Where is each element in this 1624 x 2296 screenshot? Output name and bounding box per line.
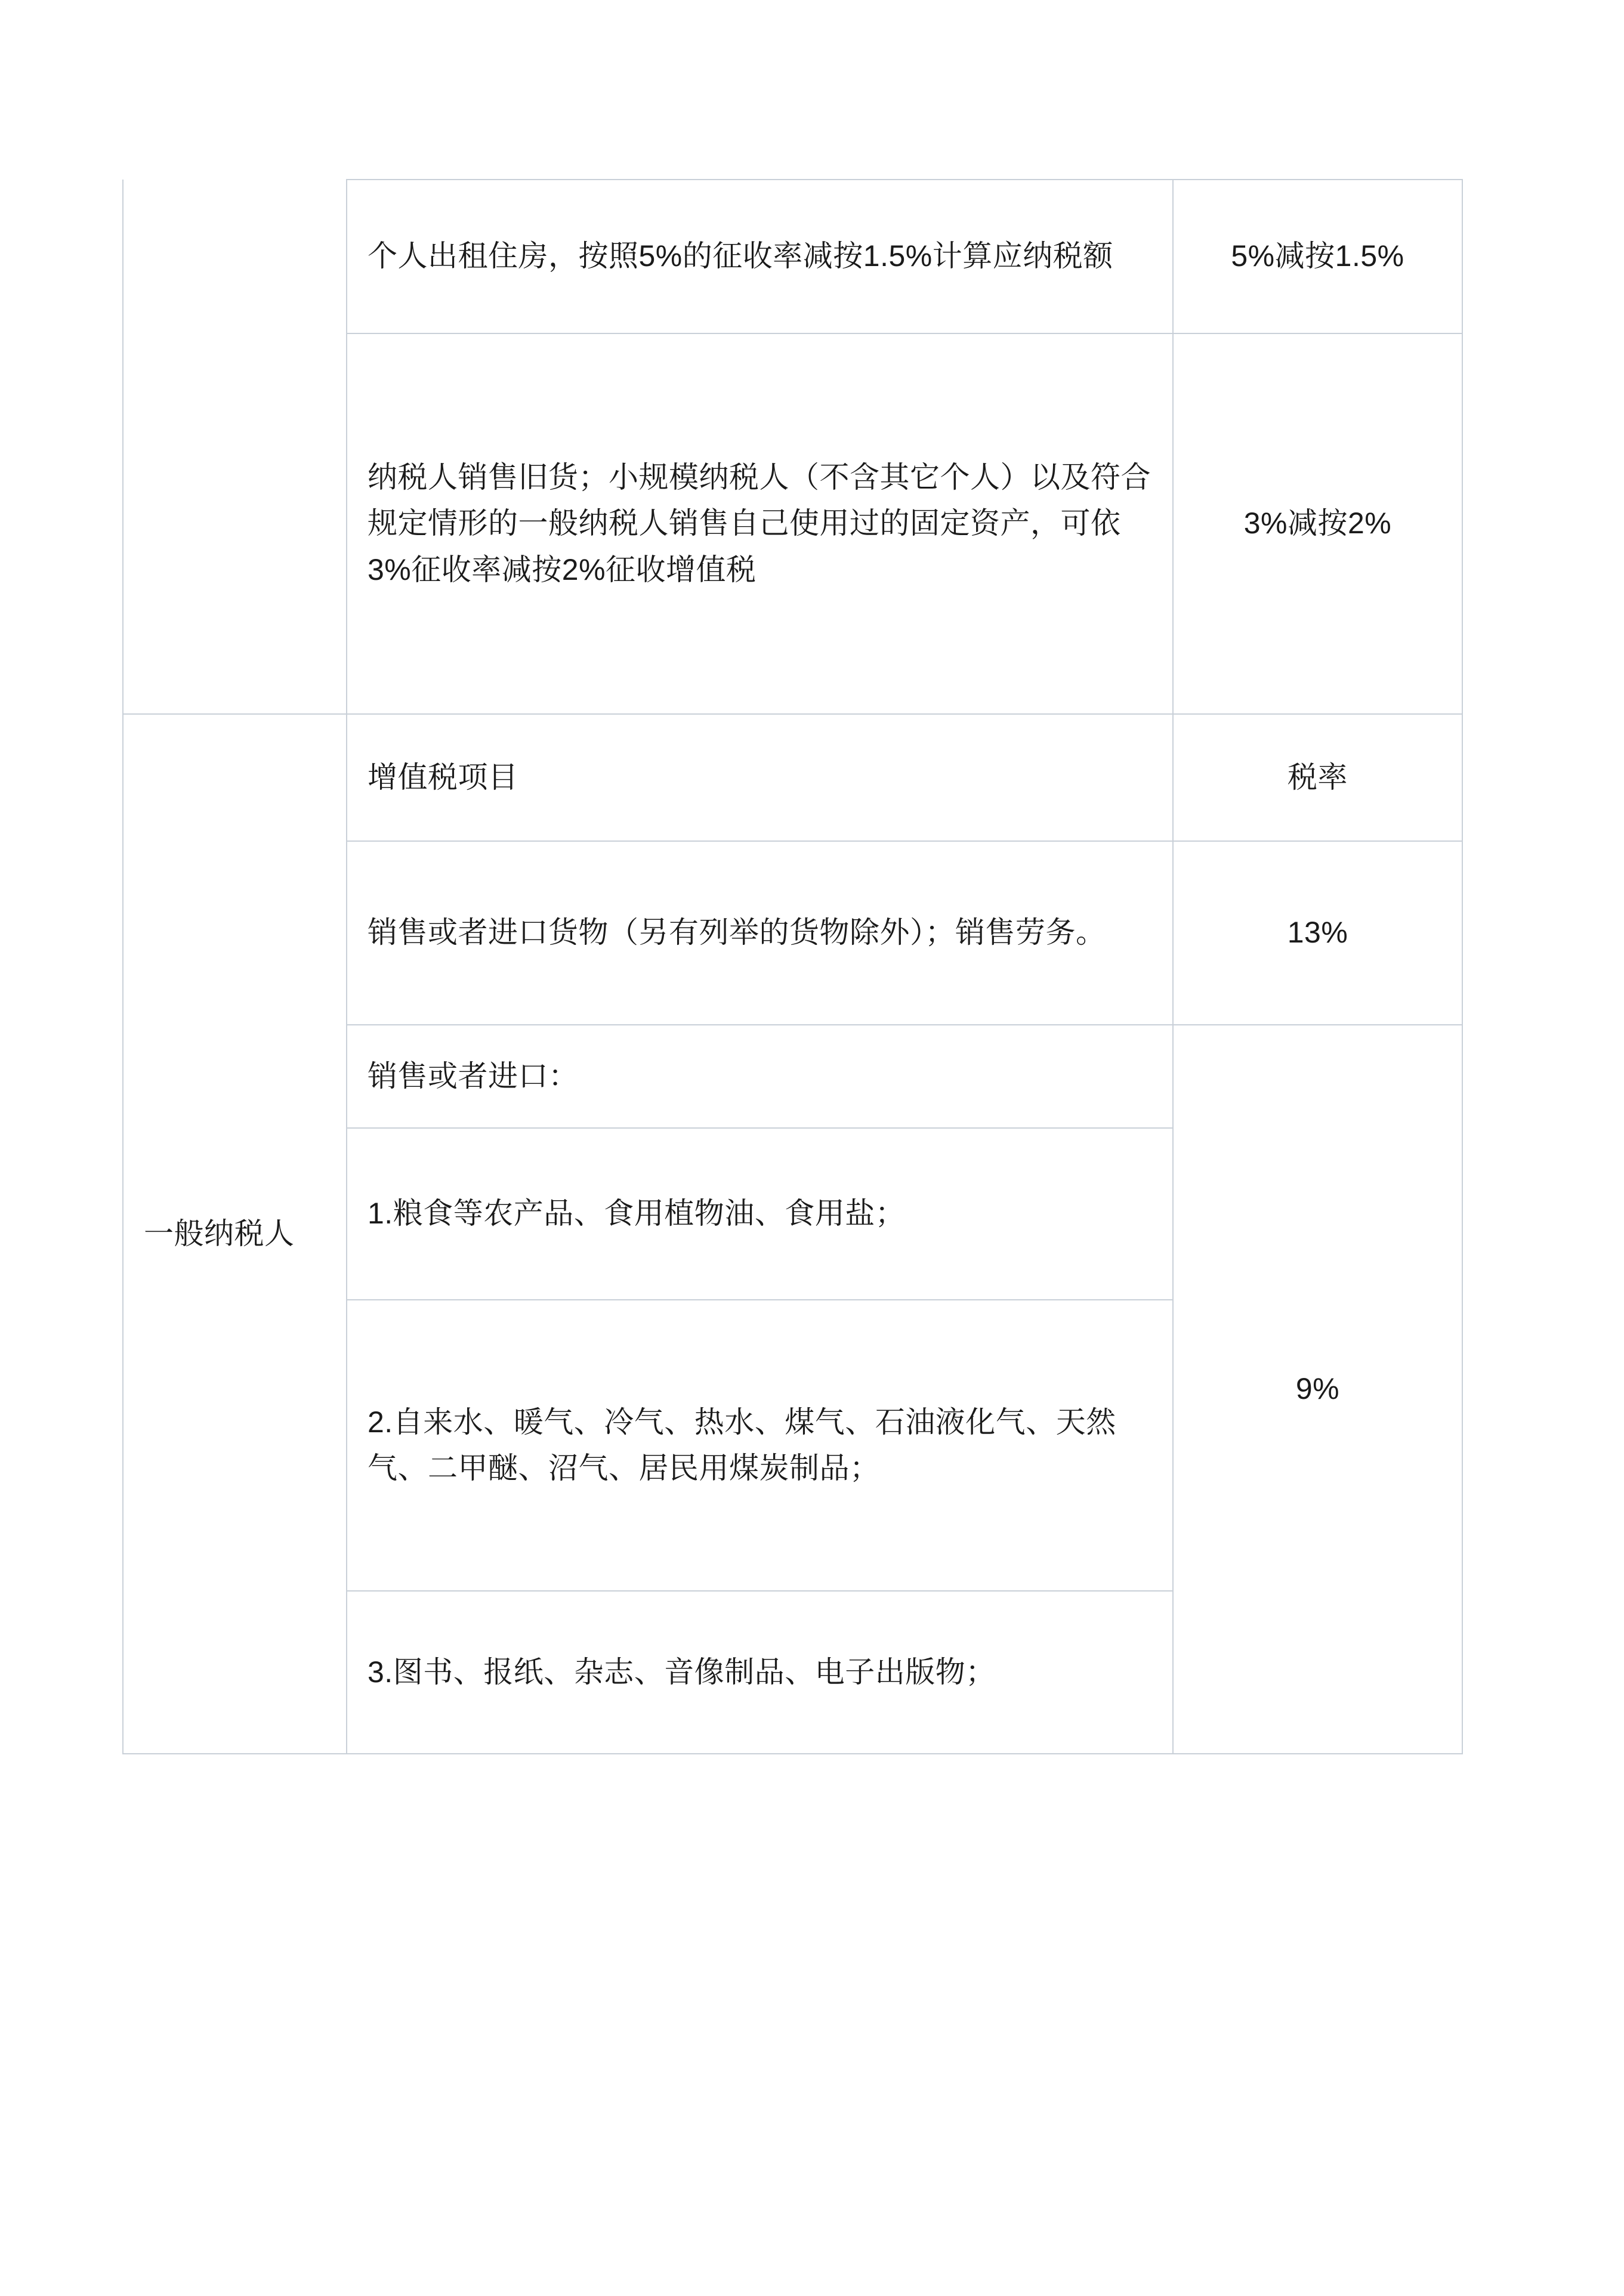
item-cell: 3.图书、报纸、杂志、音像制品、电子出版物；: [347, 1591, 1173, 1754]
item-header-cell: 增值税项目: [347, 714, 1173, 841]
rate-header-cell: 税率: [1173, 714, 1462, 841]
row-label-cell-general-taxpayer: [123, 714, 347, 1754]
item-cell: 1.粮食等农产品、食用植物油、食用盐；: [347, 1128, 1173, 1300]
rate-cell-9: 9%: [1173, 1025, 1462, 1754]
item-cell: 销售或者进口：: [347, 1025, 1173, 1128]
rate-cell: 5%减按1.5%: [1173, 180, 1462, 333]
item-cell: 个人出租住房，按照5%的征收率减按1.5%计算应纳税额: [347, 180, 1173, 333]
item-cell: 2.自来水、暖气、冷气、热水、煤气、石油液化气、天然气、二甲醚、沼气、居民用煤炭制品；: [347, 1300, 1173, 1591]
item-cell: 纳税人销售旧货；小规模纳税人（不含其它个人）以及符合规定情形的一般纳税人销售自己使用过的固定资产，可依3%征收率减按2%征收增值税: [347, 333, 1173, 714]
table-row: [123, 180, 1462, 333]
vat-rate-table: [122, 179, 1463, 1754]
item-cell: 销售或者进口货物（另有列举的货物除外）；销售劳务。: [347, 841, 1173, 1025]
rate-cell: 3%减按2%: [1173, 333, 1462, 714]
table-row: [123, 714, 1462, 841]
row-label-text: 一般纳税人: [144, 1216, 295, 1250]
row-label-cell-empty: [123, 180, 347, 714]
rate-cell: 13%: [1173, 841, 1462, 1025]
